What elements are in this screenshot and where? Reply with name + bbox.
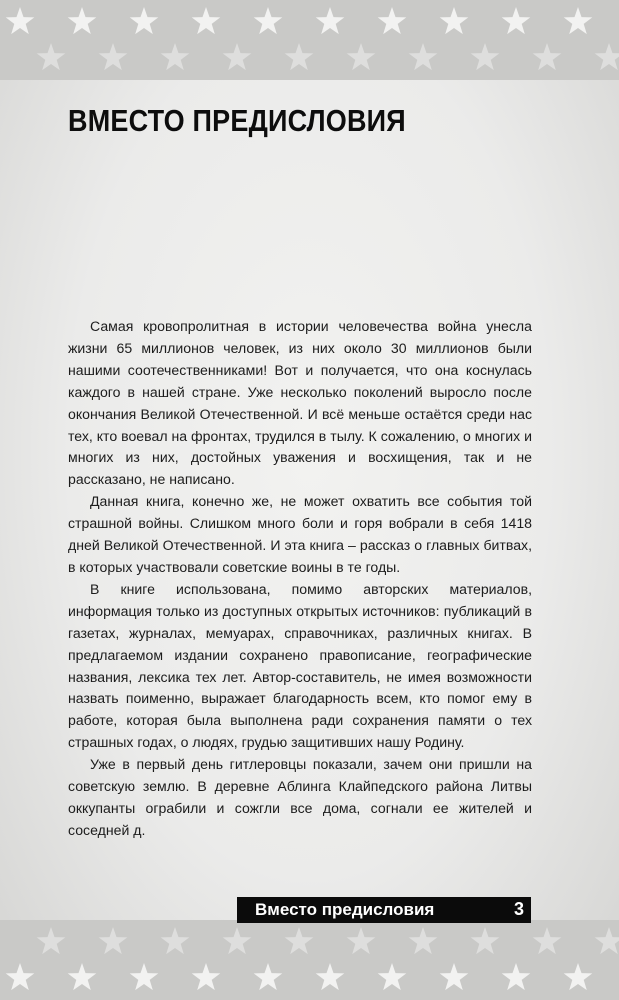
- page-number: 3: [513, 899, 524, 919]
- footer-section-title: Вместо предисловия: [255, 900, 435, 919]
- bottom-star-border: [0, 920, 619, 1000]
- top-star-border: [0, 0, 619, 80]
- page-title: ВМЕСТО ПРЕДИСЛОВИЯ: [68, 104, 406, 138]
- running-footer: [237, 897, 531, 923]
- paragraph: Уже в первый день гитлеровцы показали, зачем они пришли на советскую землю. В деревне Аблинга Клайпедского района Литвы оккупанты ограбили и сожгли все дома, согнали ее жителей и соседней д.: [68, 756, 532, 838]
- body-text: [68, 316, 532, 842]
- star-band: [0, 920, 619, 1000]
- paragraph: В книге использована, помимо авторских материалов, информация только из доступных открытых источников: публикаций в газетах, журналах, мемуарах, справочниках, различных книгах. В предлагаемом издании сохранено правописание, географические названия, лексика тех лет. Автор-составитель, не имея возможности назвать поименно, выражает благодарность всем, кто помог ему в работе, которая была выполнена ради сохранения памяти о тех страшных годах, о людях, грудью защитивших нашу Родину.: [68, 580, 532, 751]
- paragraph: Самая кровопролитная в истории человечества война унесла жизни 65 миллионов человек, из них около 30 миллионов были нашими соотечественниками! Вот и получается, что она коснулась каждого в нашей стране. Уже несколько поколений выросло после окончания Великой Отечественной. И всё меньше остаётся среди нас тех, кто воевал на фронтах, трудился в тылу. К сожалению, о многих и многих из них, достойных уважения и восхищения, так и не рассказано, не написано.: [68, 318, 532, 488]
- star-band: [0, 0, 619, 80]
- paragraph: Данная книга, конечно же, не может охватить все события той страшной войны. Слишком много боли и горя вобрали в себя 1418 дней Великой Отечественной. И эта книга – рассказ о главных битвах, в которых участвовали советские воины в те годы.: [68, 493, 532, 575]
